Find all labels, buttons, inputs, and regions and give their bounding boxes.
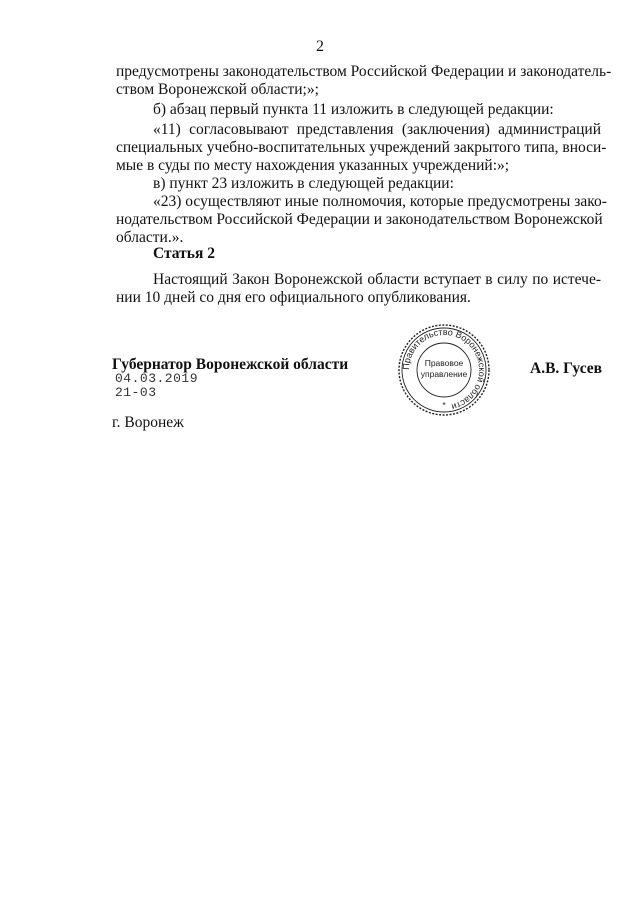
text-line-12: нии 10 дней со дня его официального опубликования. [116,289,471,306]
text-line-4: «11) согласовывают представления (заключения) администраций [153,121,601,138]
text-line-3: б) абзац первый пункта 11 изложить в следующей редакции: [153,101,554,118]
signature-title: Губернатор Воронежской области [112,356,349,373]
seal-center-line-2: управление [420,369,468,379]
city: г. Воронеж [112,414,184,431]
stamp-date: 04.03.2019 [115,371,199,386]
stamp-time: 21-03 [115,385,157,400]
text-line-1: предусмотрены законодательством Российской Федерации и законодатель- [116,63,612,80]
signature-name: А.В. Гусев [530,360,603,377]
seal-star: * [442,400,446,410]
text-line-5: специальных учебно-воспитательных учреждений закрытого типа, вноси- [116,139,607,156]
text-line-8: «23) осуществляют иные полномочия, которые предусмотрены зако- [153,193,607,210]
text-line-9: нодательством Российской Федерации и законодательством Воронежской [116,211,603,228]
seal-center-line-1: Правовое [424,358,464,368]
text-line-2: ством Воронежской области;»; [116,81,319,98]
text-line-11: Настоящий Закон Воронежской области вступает в силу по истече- [153,271,601,288]
page-number: 2 [316,38,324,55]
text-line-7: в) пункт 23 изложить в следующей редакции: [153,175,454,192]
text-line-10: области.». [116,229,184,246]
official-seal [396,322,492,418]
article-heading: Статья 2 [153,245,215,262]
text-line-6: мые в суды по месту нахождения указанных учреждений:»; [116,157,510,174]
seal-ring-text: Правительство Воронежской области [400,326,488,413]
